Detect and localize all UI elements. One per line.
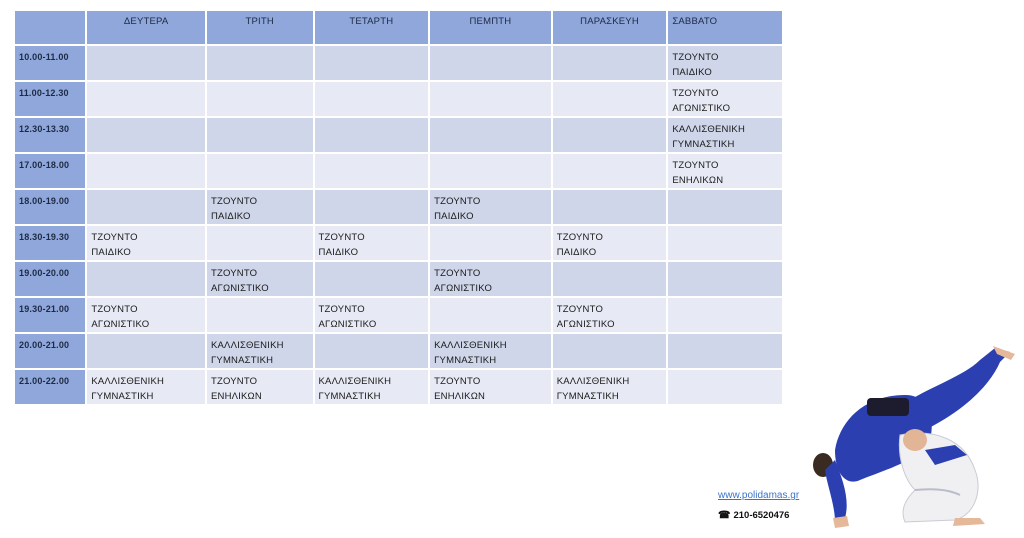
schedule-row [15, 46, 782, 80]
class-name-line: ΑΓΩΝΙΣΤΙΚΟ [318, 319, 377, 330]
schedule-row [15, 118, 782, 152]
schedule-cell [553, 226, 667, 260]
schedule-cell [315, 298, 429, 332]
website-link[interactable]: www.polidamas.gr [718, 490, 800, 501]
schedule-row [15, 262, 782, 296]
header-row [15, 11, 782, 44]
class-name-line: ΠΑΙΔΙΚΟ [672, 67, 712, 78]
time-slot: 10.00-11.00 [15, 46, 85, 80]
schedule-cell [207, 262, 313, 296]
schedule-cell [553, 154, 667, 188]
schedule-cell [315, 262, 429, 296]
schedule-cell [207, 298, 313, 332]
day-header-monday: ΔΕΥΤΕΡΑ [87, 11, 205, 44]
class-name-line: ΤΖΟΥΝΤΟ [672, 160, 719, 171]
schedule-cell [430, 370, 551, 404]
schedule-cell [668, 46, 782, 80]
schedule-cell [553, 370, 667, 404]
class-name-line: ΓΥΜΝΑΣΤΙΚΗ [210, 355, 274, 366]
schedule-cell [553, 262, 667, 296]
schedule-cell [430, 334, 551, 368]
class-name-line: ΚΑΛΛΙΣΘΕΝΙΚΗ [556, 376, 630, 387]
schedule-cell [668, 118, 782, 152]
class-name-line: ΚΑΛΛΙΣΘΕΝΙΚΗ [210, 340, 284, 351]
phone-icon: ☎ [718, 510, 731, 521]
day-header-tuesday: ΤΡΙΤΗ [207, 11, 313, 44]
schedule-cell [430, 262, 551, 296]
schedule-cell [430, 46, 551, 80]
class-name-line: ΤΖΟΥΝΤΟ [434, 268, 481, 279]
class-name-line: ΑΓΩΝΙΣΤΙΚΟ [556, 319, 615, 330]
day-header-saturday: ΣΑΒΒΑΤΟ [668, 11, 782, 44]
schedule-cell [668, 190, 782, 224]
schedule-cell [553, 82, 667, 116]
corner-cell [15, 11, 85, 44]
day-header-wednesday: ΤΕΤΑΡΤΗ [315, 11, 429, 44]
schedule-row [15, 154, 782, 188]
schedule-row [15, 370, 782, 404]
schedule-cell [207, 190, 313, 224]
time-slot: 18.30-19.30 [15, 226, 85, 260]
class-name-line: ΕΝΗΛΙΚΩΝ [434, 391, 486, 402]
class-name-line: ΤΖΟΥΝΤΟ [210, 268, 258, 279]
time-slot: 19.00-20.00 [15, 262, 85, 296]
schedule-cell [315, 118, 429, 152]
class-name-line: ΤΖΟΥΝΤΟ [210, 196, 258, 207]
class-name-line: ΑΓΩΝΙΣΤΙΚΟ [210, 283, 269, 294]
class-name-line: ΤΖΟΥΝΤΟ [91, 232, 138, 243]
schedule-cell [430, 190, 551, 224]
class-name-line: ΠΑΙΔΙΚΟ [210, 211, 251, 222]
schedule-cell [207, 370, 313, 404]
class-name-line: ΤΖΟΥΝΤΟ [672, 88, 719, 99]
schedule-cell [87, 46, 205, 80]
schedule-cell [668, 82, 782, 116]
schedule-row [15, 82, 782, 116]
day-header-thursday: ΠΕΜΠΤΗ [430, 11, 551, 44]
schedule-cell [315, 190, 429, 224]
time-slot: 17.00-18.00 [15, 154, 85, 188]
schedule-cell [553, 46, 667, 80]
schedule-cell [553, 118, 667, 152]
schedule-cell [87, 370, 205, 404]
class-name-line: ΤΖΟΥΝΤΟ [91, 304, 138, 315]
contact-info [718, 490, 799, 521]
time-slot: 18.00-19.00 [15, 190, 85, 224]
time-slot: 12.30-13.30 [15, 118, 85, 152]
class-name-line: ΓΥΜΝΑΣΤΙΚΗ [318, 391, 381, 402]
phone-number: 210-6520476 [733, 510, 790, 521]
class-name-line: ΚΑΛΛΙΣΘΕΝΙΚΗ [318, 376, 392, 387]
schedule-cell [553, 190, 667, 224]
day-header-friday: ΠΑΡΑΣΚΕΥΗ [553, 11, 667, 44]
schedule-row [15, 190, 782, 224]
time-slot: 20.00-21.00 [15, 334, 85, 368]
class-name-line: ΕΝΗΛΙΚΩΝ [210, 391, 262, 402]
time-slot: 21.00-22.00 [15, 370, 85, 404]
phone-line [718, 510, 799, 521]
class-name-line: ΓΥΜΝΑΣΤΙΚΗ [91, 391, 154, 402]
class-name-line: ΤΖΟΥΝΤΟ [556, 304, 604, 315]
schedule-cell [315, 226, 429, 260]
class-name-line: ΤΖΟΥΝΤΟ [434, 376, 481, 387]
class-name-line: ΤΖΟΥΝΤΟ [672, 52, 719, 63]
schedule-cell [207, 226, 313, 260]
schedule-cell [87, 262, 205, 296]
time-slot: 11.00-12.30 [15, 82, 85, 116]
schedule-cell [668, 298, 782, 332]
schedule-cell [668, 226, 782, 260]
class-name-line: ΓΥΜΝΑΣΤΙΚΗ [434, 355, 497, 366]
class-name-line: ΠΑΙΔΙΚΟ [434, 211, 474, 222]
schedule-cell [87, 298, 205, 332]
schedule-cell [553, 298, 667, 332]
class-name-line: ΑΓΩΝΙΣΤΙΚΟ [91, 319, 150, 330]
schedule-cell [315, 370, 429, 404]
schedule-cell [553, 334, 667, 368]
schedule-row [15, 226, 782, 260]
class-name-line: ΤΖΟΥΝΤΟ [318, 304, 365, 315]
schedule-cell [430, 118, 551, 152]
class-name-line: ΤΖΟΥΝΤΟ [318, 232, 365, 243]
schedule-cell [207, 46, 313, 80]
schedule-cell [668, 154, 782, 188]
class-name-line: ΕΝΗΛΙΚΩΝ [672, 175, 724, 186]
class-name-line: ΤΖΟΥΝΤΟ [434, 196, 481, 207]
schedule-table [13, 9, 784, 406]
schedule-cell [87, 334, 205, 368]
schedule-cell [207, 118, 313, 152]
schedule-cell [315, 46, 429, 80]
schedule-row [15, 334, 782, 368]
judo-throw-photo [805, 340, 1020, 530]
schedule-cell [207, 334, 313, 368]
time-slot: 19.30-21.00 [15, 298, 85, 332]
class-name-line: ΓΥΜΝΑΣΤΙΚΗ [672, 139, 735, 150]
schedule-cell [87, 82, 205, 116]
schedule-cell [668, 334, 782, 368]
schedule-cell [430, 82, 551, 116]
class-name-line: ΚΑΛΛΙΣΘΕΝΙΚΗ [91, 376, 165, 387]
schedule-cell [430, 154, 551, 188]
schedule-cell [87, 226, 205, 260]
schedule-cell [207, 82, 313, 116]
schedule-cell [315, 154, 429, 188]
schedule-cell [87, 118, 205, 152]
schedule-cell [87, 190, 205, 224]
class-name-line: ΠΑΙΔΙΚΟ [91, 247, 132, 258]
schedule-cell [87, 154, 205, 188]
class-name-line: ΓΥΜΝΑΣΤΙΚΗ [556, 391, 619, 402]
class-name-line: ΤΖΟΥΝΤΟ [210, 376, 258, 387]
schedule-cell [315, 82, 429, 116]
class-name-line: ΚΑΛΛΙΣΘΕΝΙΚΗ [434, 340, 507, 351]
schedule-cell [668, 262, 782, 296]
schedule-row [15, 298, 782, 332]
class-name-line: ΠΑΙΔΙΚΟ [318, 247, 359, 258]
class-name-line: ΑΓΩΝΙΣΤΙΚΟ [434, 283, 493, 294]
class-name-line: ΚΑΛΛΙΣΘΕΝΙΚΗ [672, 124, 746, 135]
class-name-line: ΠΑΙΔΙΚΟ [556, 247, 597, 258]
schedule-cell [207, 154, 313, 188]
schedule-cell [430, 298, 551, 332]
schedule-cell [315, 334, 429, 368]
schedule-cell [668, 370, 782, 404]
class-name-line: ΑΓΩΝΙΣΤΙΚΟ [672, 103, 731, 114]
class-name-line: ΤΖΟΥΝΤΟ [556, 232, 604, 243]
schedule-cell [430, 226, 551, 260]
